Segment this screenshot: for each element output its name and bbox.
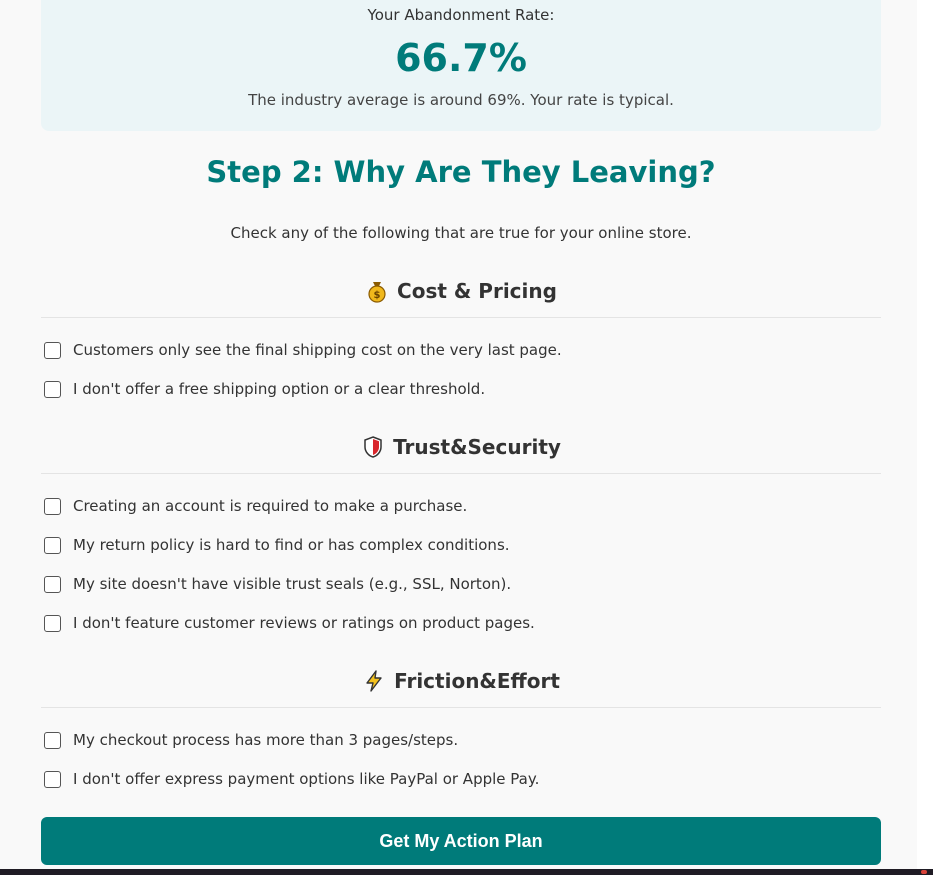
step-intro: Check any of the following that are true for your online store. — [230, 224, 692, 242]
svg-text:$: $ — [373, 290, 381, 301]
section-title-friction: Friction&Effort — [394, 669, 560, 693]
notification-dot — [921, 870, 927, 874]
checkbox-item-cost-2[interactable] — [44, 380, 485, 398]
shield-icon — [361, 435, 385, 459]
section-divider — [41, 317, 881, 318]
checkbox-label: My return policy is hard to find or has complex conditions. — [73, 536, 510, 554]
checkbox-item-trust-1[interactable] — [44, 497, 467, 515]
checkbox[interactable] — [44, 537, 61, 554]
checkbox-label: Customers only see the final shipping cost on the very last page. — [73, 341, 562, 359]
checkbox[interactable] — [44, 498, 61, 515]
checkbox-label: Creating an account is required to make a purchase. — [73, 497, 468, 515]
checkbox-item-friction-1[interactable] — [44, 731, 458, 749]
checkbox[interactable] — [44, 576, 61, 593]
checkbox-item-trust-2[interactable] — [44, 536, 510, 554]
checkbox-item-cost-1[interactable] — [44, 341, 562, 359]
lightning-icon — [362, 669, 386, 693]
checkbox-item-trust-4[interactable] — [44, 614, 535, 632]
result-note: The industry average is around 69%. Your rate is typical. — [248, 91, 674, 109]
checkbox-label: My site doesn't have visible trust seals (e.g., SSL, Norton). — [73, 575, 512, 593]
checkbox-label: I don't feature customer reviews or ratings on product pages. — [73, 614, 535, 632]
scrollbar[interactable] — [917, 0, 933, 869]
section-divider — [41, 473, 881, 474]
checkbox-label: I don't offer express payment options like PayPal or Apple Pay. — [73, 770, 540, 788]
step-title: Step 2: Why Are They Leaving? — [206, 155, 716, 189]
result-label: Your Abandonment Rate: — [367, 6, 555, 24]
checkbox-item-friction-2[interactable] — [44, 770, 539, 788]
checkbox[interactable] — [44, 771, 61, 788]
checkbox-label: I don't offer a free shipping option or a clear threshold. — [73, 380, 486, 398]
money-bag-icon — [365, 279, 389, 303]
section-heading-friction — [41, 669, 881, 693]
checkbox-label: My checkout process has more than 3 pages/steps. — [73, 731, 459, 749]
section-heading-cost — [41, 279, 881, 303]
checkbox[interactable] — [44, 342, 61, 359]
checkbox[interactable] — [44, 732, 61, 749]
result-panel — [41, 0, 881, 131]
section-title-cost: Cost & Pricing — [397, 279, 557, 303]
get-action-plan-button[interactable]: Get My Action Plan — [41, 817, 881, 865]
abandonment-rate-value: 66.7% — [395, 36, 527, 80]
section-title-trust: Trust&Security — [393, 435, 561, 459]
checkbox-item-trust-3[interactable] — [44, 575, 511, 593]
checkbox[interactable] — [44, 615, 61, 632]
section-divider — [41, 707, 881, 708]
taskbar-strip — [0, 869, 933, 875]
section-heading-trust — [41, 435, 881, 459]
checkbox[interactable] — [44, 381, 61, 398]
